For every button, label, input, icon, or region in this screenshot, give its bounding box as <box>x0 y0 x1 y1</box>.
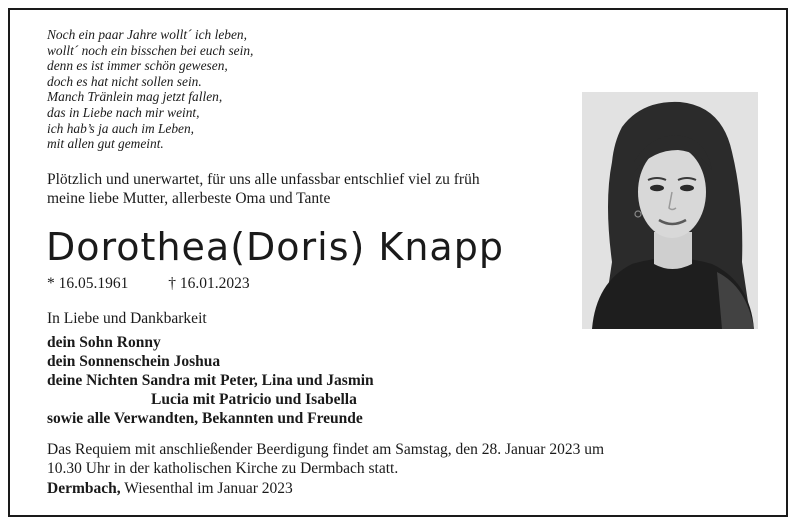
poem-line: mit allen gut gemeint. <box>47 136 164 152</box>
intro-line: Plötzlich und unerwartet, für uns alle unfassbar entschlief viel zu früh <box>47 171 480 188</box>
mourner-line: sowie alle Verwandten, Bekannten und Freunde <box>47 410 363 427</box>
intro-text <box>47 171 480 208</box>
poem-line: ich hab’s ja auch im Leben, <box>47 120 195 136</box>
place-town: Dermbach, <box>47 480 121 497</box>
portrait-image <box>582 92 758 329</box>
mourner-line: dein Sohn Ronny <box>47 334 161 351</box>
death-date: † 16.01.2023 <box>168 275 250 292</box>
poem <box>47 27 253 152</box>
poem-line: wollt´ noch ein bisschen bei euch sein, <box>47 42 254 58</box>
poem-line: Manch Tränlein mag jetzt fallen, <box>47 89 223 105</box>
intro-line: meine liebe Mutter, allerbeste Oma und Tante <box>47 189 331 207</box>
life-dates <box>47 275 250 293</box>
mourners-list <box>47 333 374 428</box>
requiem-line: Das Requiem mit anschließender Beerdigung findet am Samstag, den 28. Januar 2023 um <box>47 441 605 458</box>
poem-line: denn es ist immer schön gewesen, <box>47 58 228 74</box>
poem-line: das in Liebe nach mir weint, <box>47 104 200 120</box>
mourner-line: dein Sonnenschein Joshua <box>47 353 221 370</box>
place-date <box>47 480 293 498</box>
portrait-photo <box>582 92 758 329</box>
mourner-line: Lucia mit Patricio und Isabella <box>151 391 357 408</box>
thanks-line: In Liebe und Dankbarkeit <box>47 310 207 327</box>
birth-date: * 16.05.1961 <box>47 275 129 292</box>
place-rest: Wiesenthal im Januar 2023 <box>120 480 293 497</box>
requiem-line: 10.30 Uhr in der katholischen Kirche zu Dermbach statt. <box>47 460 399 477</box>
poem-line: doch es hat nicht sollen sein. <box>47 73 202 89</box>
poem-line: Noch ein paar Jahre wollt´ ich leben, <box>47 27 247 42</box>
deceased-name: Dorothea(Doris) Knapp <box>46 225 504 269</box>
requiem-info <box>47 440 604 478</box>
mourner-line: deine Nichten Sandra mit Peter, Lina und Jasmin <box>47 372 374 389</box>
